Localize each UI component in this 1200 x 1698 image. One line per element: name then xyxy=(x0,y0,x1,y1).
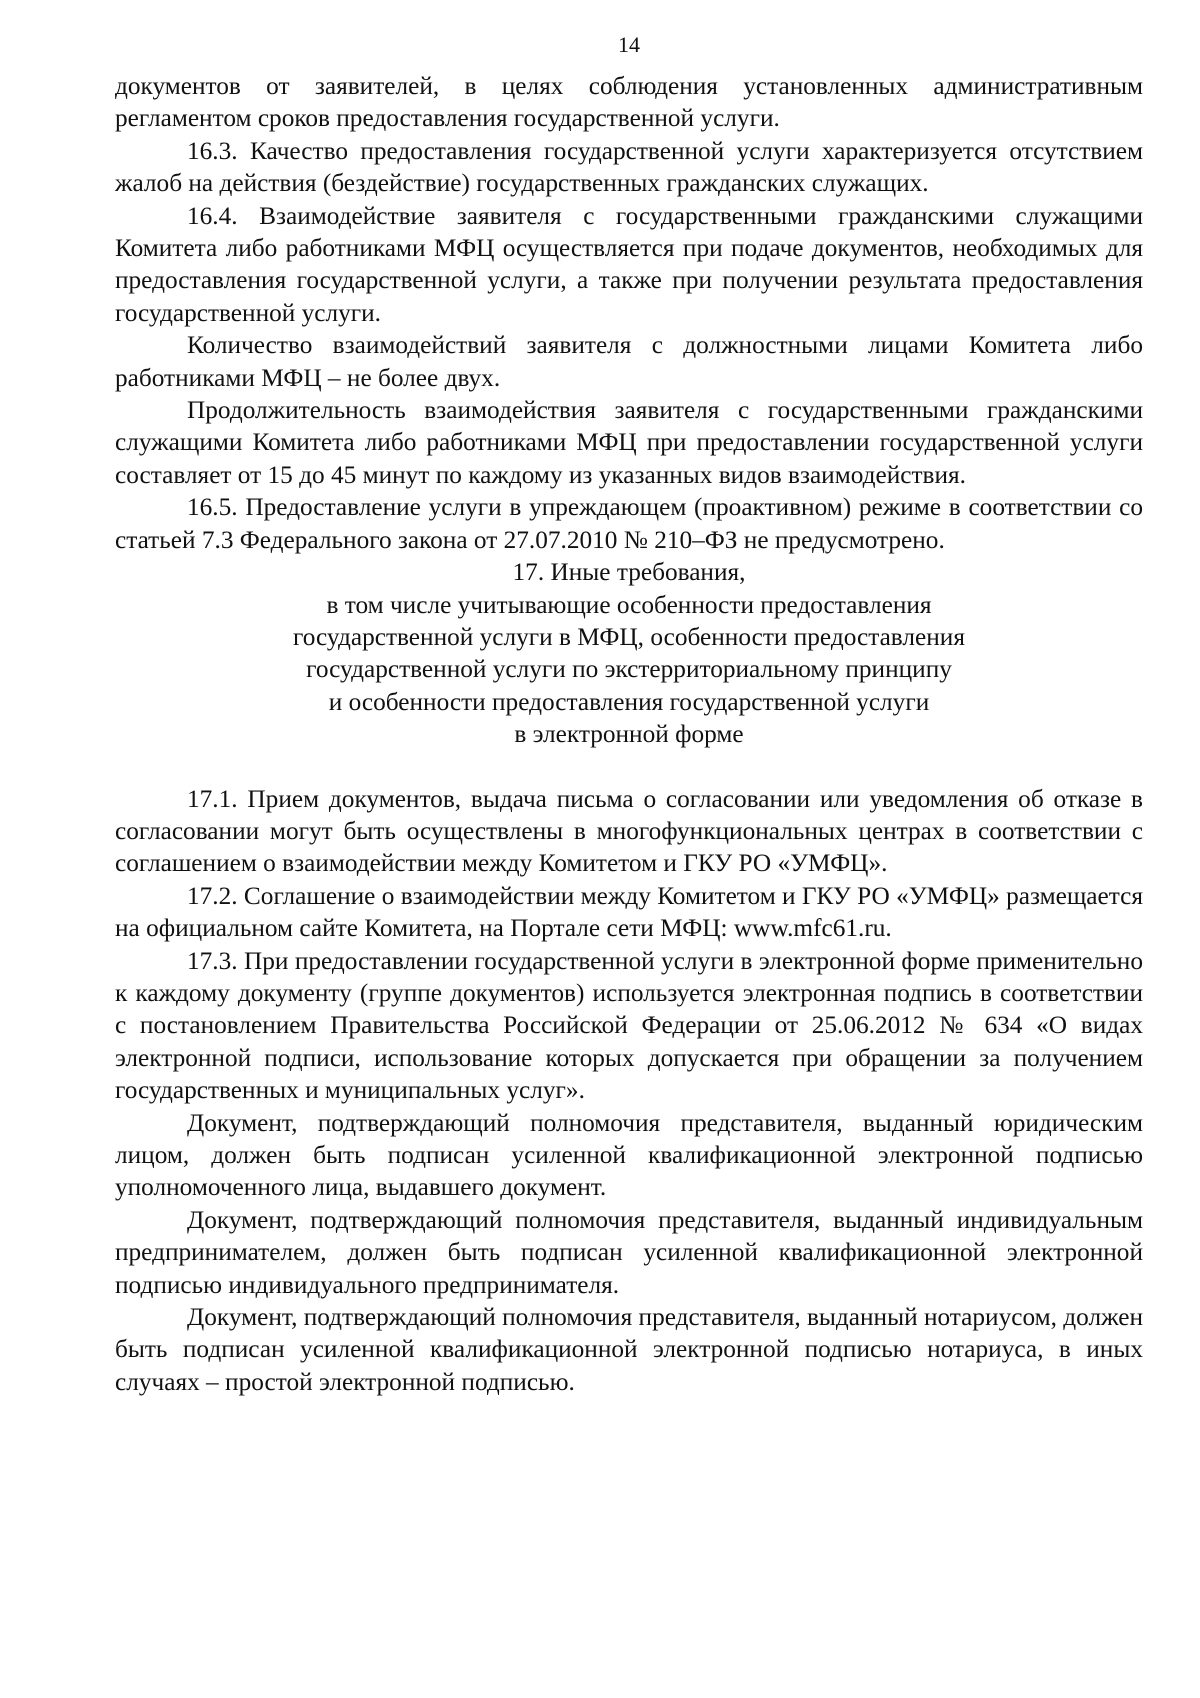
paragraph-16-5: 16.5. Предоставление услуги в упреждающем (проактивном) режиме в соответствии со статьей 7.3 Федерального закона от 27.07.2010 № 210–ФЗ не предусмотрено. xyxy=(115,493,1143,554)
heading-line: 17. Иные требования, xyxy=(512,558,746,587)
heading-line: в том числе учитывающие особенности предоставления xyxy=(326,590,932,619)
paragraph-16-4: 16.4. Взаимодействие заявителя с государственными гражданскими служащими Комитета либо работниками МФЦ осуществляется при подаче документов, необходимых для предоставления государственной услуги, а также при получении результата предоставления государственной услуги. xyxy=(115,201,1143,327)
paragraph-continuation: документов от заявителей, в целях соблюдения установленных административным регламентом сроков предоставления государственной услуги. xyxy=(115,72,1143,133)
heading-line: государственной услуги по экстерриториальному принципу xyxy=(306,655,952,684)
heading-line: в электронной форме xyxy=(514,720,744,749)
document-page xyxy=(115,30,1143,1398)
paragraph-interaction-duration: Продолжительность взаимодействия заявителя с государственными гражданскими служащими Комитета либо работниками МФЦ при предоставлении государственной услуги составляет от 15 до 45 минут по каждому из указанных видов взаимодействия. xyxy=(115,396,1143,489)
paragraph-legal-entity-signature: Документ, подтверждающий полномочия представителя, выданный юридическим лицом, должен быть подписан усиленной квалификационной электронной подписью уполномоченного лица, выдавшего документ. xyxy=(115,1108,1143,1202)
page-number: 14 xyxy=(618,32,640,57)
paragraph-entrepreneur-signature: Документ, подтверждающий полномочия представителя, выданный индивидуальным предпринимателем, должен быть подписан усиленной квалификационной электронной подписью индивидуального предпринимателя. xyxy=(115,1205,1143,1299)
paragraph-interaction-count: Количество взаимодействий заявителя с должностными лицами Комитета либо работниками МФЦ – не более двух. xyxy=(115,331,1143,392)
paragraph-17-3: 17.3. При предоставлении государственной услуги в электронной форме применительно к каждому документу (группе документов) используется электронная подпись в соответствии с постановлением Правительства Российской Федерации от 25.06.2012 № 634 «О видах электронной подписи, использование которых допускается при обращении за получением государственных и муниципальных услуг». xyxy=(115,946,1143,1105)
paragraph-17-1: 17.1. Прием документов, выдача письма о согласовании или уведомления об отказе в согласовании могут быть осуществлены в многофункциональных центрах в соответствии с соглашением о взаимодействии между Комитетом и ГКУ РО «УМФЦ». xyxy=(115,784,1143,878)
paragraph-17-2: 17.2. Соглашение о взаимодействии между Комитетом и ГКУ РО «УМФЦ» размещается на официальном сайте Комитета, на Портале сети МФЦ: www.mfc61.ru. xyxy=(115,881,1143,943)
heading-line: государственной услуги в МФЦ, особенности предоставления xyxy=(293,622,965,651)
paragraph-16-3: 16.3. Качество предоставления государственной услуги характеризуется отсутствием жалоб на действия (бездействие) государственных гражданских служащих. xyxy=(115,136,1143,198)
heading-line: и особенности предоставления государственной услуги xyxy=(328,687,930,716)
paragraph-notary-signature: Документ, подтверждающий полномочия представителя, выданный нотариусом, должен быть подписан усиленной квалификационной электронной подписью нотариуса, в иных случаях – простой электронной подписью. xyxy=(115,1303,1144,1396)
section-heading-17 xyxy=(115,556,1143,750)
